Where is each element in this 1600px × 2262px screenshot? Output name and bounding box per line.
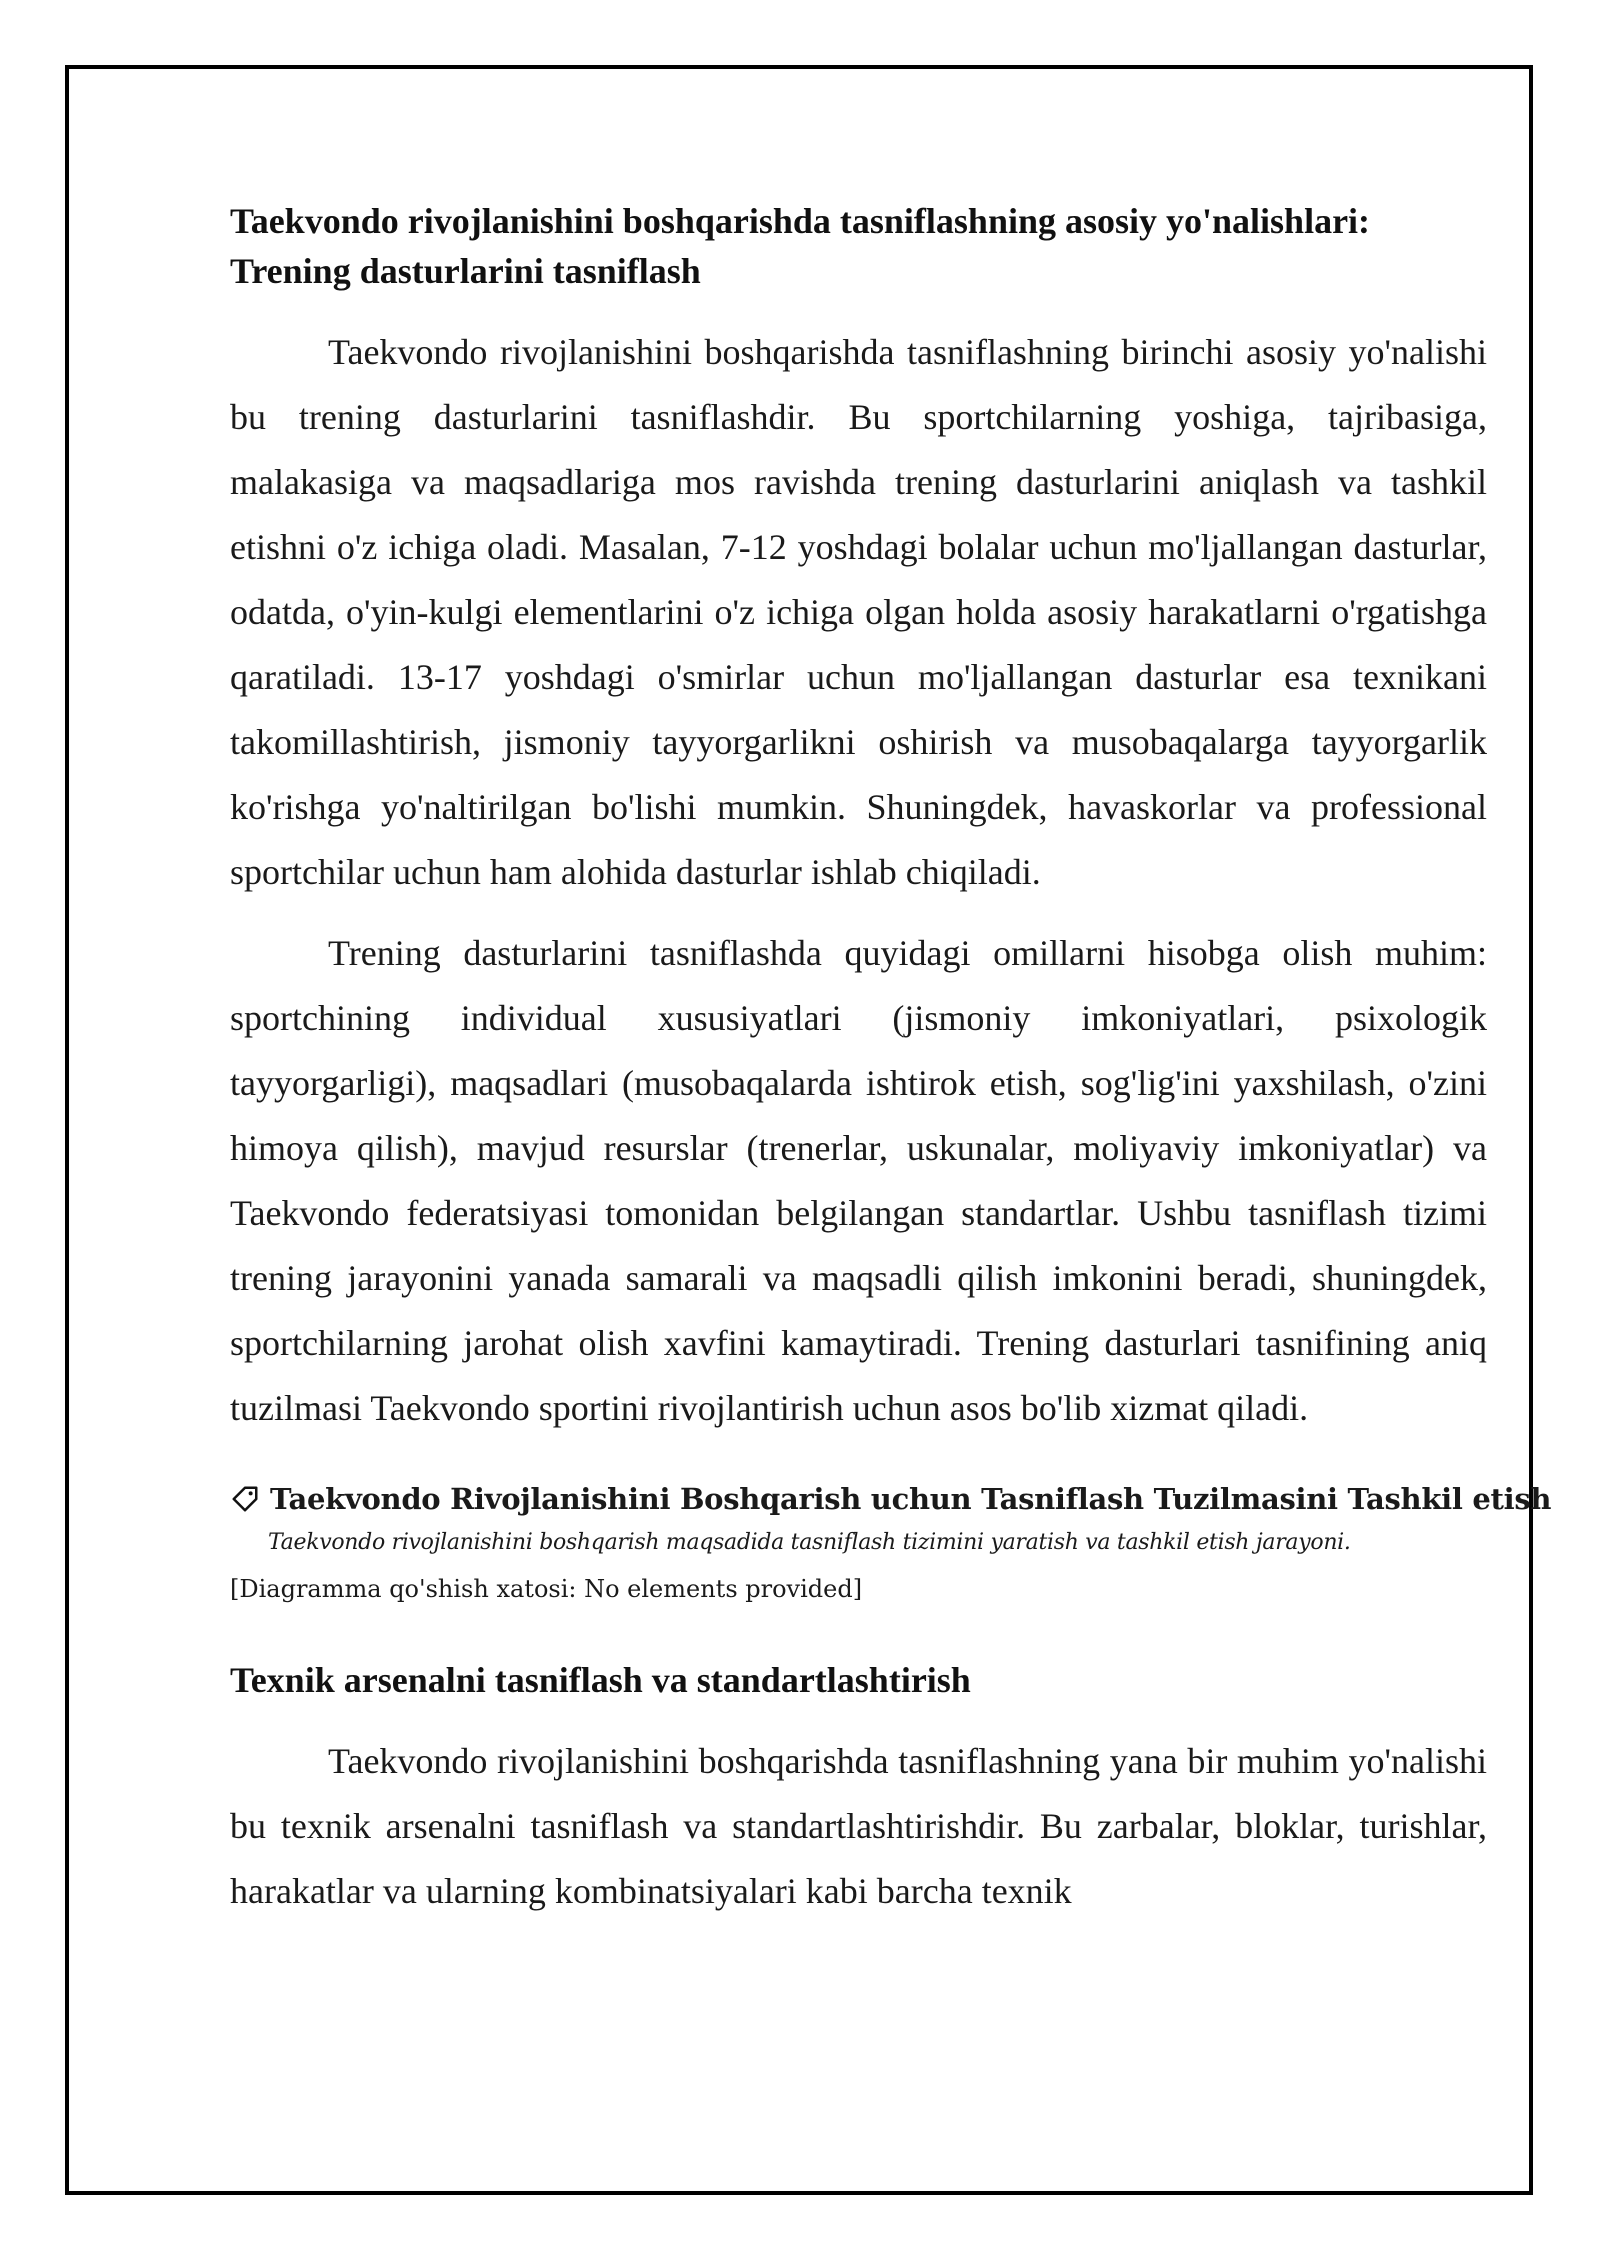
body-paragraph: Taekvondo rivojlanishini boshqarishda tasniflashning yana bir muhim yo'nalishi bu texnik arsenalni tasniflash va standartlashtirishdir. Bu zarbalar, bloklar, turishlar, harakatlar va ularning kombinatsiyalari kabi barcha texnik (230, 1741, 1487, 1911)
section-heading: Taekvondo rivojlanishini boshqarishda tasniflashning asosiy yo'nalishlari: Trening dasturlarini tasniflash (230, 201, 1371, 291)
diagram-error-message: [Diagramma qo'shish xatosi: No elements provided] (230, 1575, 863, 1603)
diagram-title (230, 1479, 1552, 1519)
body-paragraph: Trening dasturlarini tasniflashda quyidagi omillarni hisobga olish muhim: sportchining individual xususiyatlari (jismoniy imkoniyatlari, psixologik tayyorgarligi), maqsadlari (musobaqalarda ishtirok etish, sog'lig'ini yaxshilash, o'zini himoya qilish), mavjud resurslar (trenerlar, uskunalar, moliyaviy imkoniyatlar) va Taekvondo federatsiyasi tomonidan belgilangan standartlar. Ushbu tasniflash tizimi trening jarayonini yanada samarali va maqsadli qilish imkonini beradi, shuningdek, sportchilarning jarohat olish xavfini kamaytiradi. Trening dasturlari tasnifining aniq tuzilmasi Taekvondo sportini rivojlantirish uchun asos bo'lib xizmat qiladi. (230, 933, 1487, 1428)
document-body (230, 196, 1552, 1924)
tag-icon (230, 1484, 260, 1514)
diagram-caption: Taekvondo rivojlanishini boshqarish maqsadida tasniflash tizimini yaratish va tashkil etish jarayoni. (268, 1530, 1351, 1555)
section-heading: Texnik arsenalni tasniflash va standartlashtirish (230, 1660, 971, 1700)
diagram-title-text: Taekvondo Rivojlanishini Boshqarish uchun Tasniflash Tuzilmasini Tashkil etish (270, 1482, 1552, 1516)
body-paragraph: Taekvondo rivojlanishini boshqarishda tasniflashning birinchi asosiy yo'nalishi bu trening dasturlarini tasniflashdir. Bu sportchilarning yoshiga, tajribasiga, malakasiga va maqsadlariga mos ravishda trening dasturlarini aniqlash va tashkil etishni o'z ichiga oladi. Masalan, 7-12 yoshdagi bolalar uchun mo'ljallangan dasturlar, odatda, o'yin-kulgi elementlarini o'z ichiga olgan holda asosiy harakatlarni o'rgatishga qaratiladi. 13-17 yoshdagi o'smirlar uchun mo'ljallangan dasturlar esa texnikani takomillashtirish, jismoniy tayyorgarlikni oshirish va musobaqalarga tayyorgarlik ko'rishga yo'naltirilgan bo'lishi mumkin. Shuningdek, havaskorlar va professional sportchilar uchun ham alohida dasturlar ishlab chiqiladi. (230, 332, 1487, 892)
